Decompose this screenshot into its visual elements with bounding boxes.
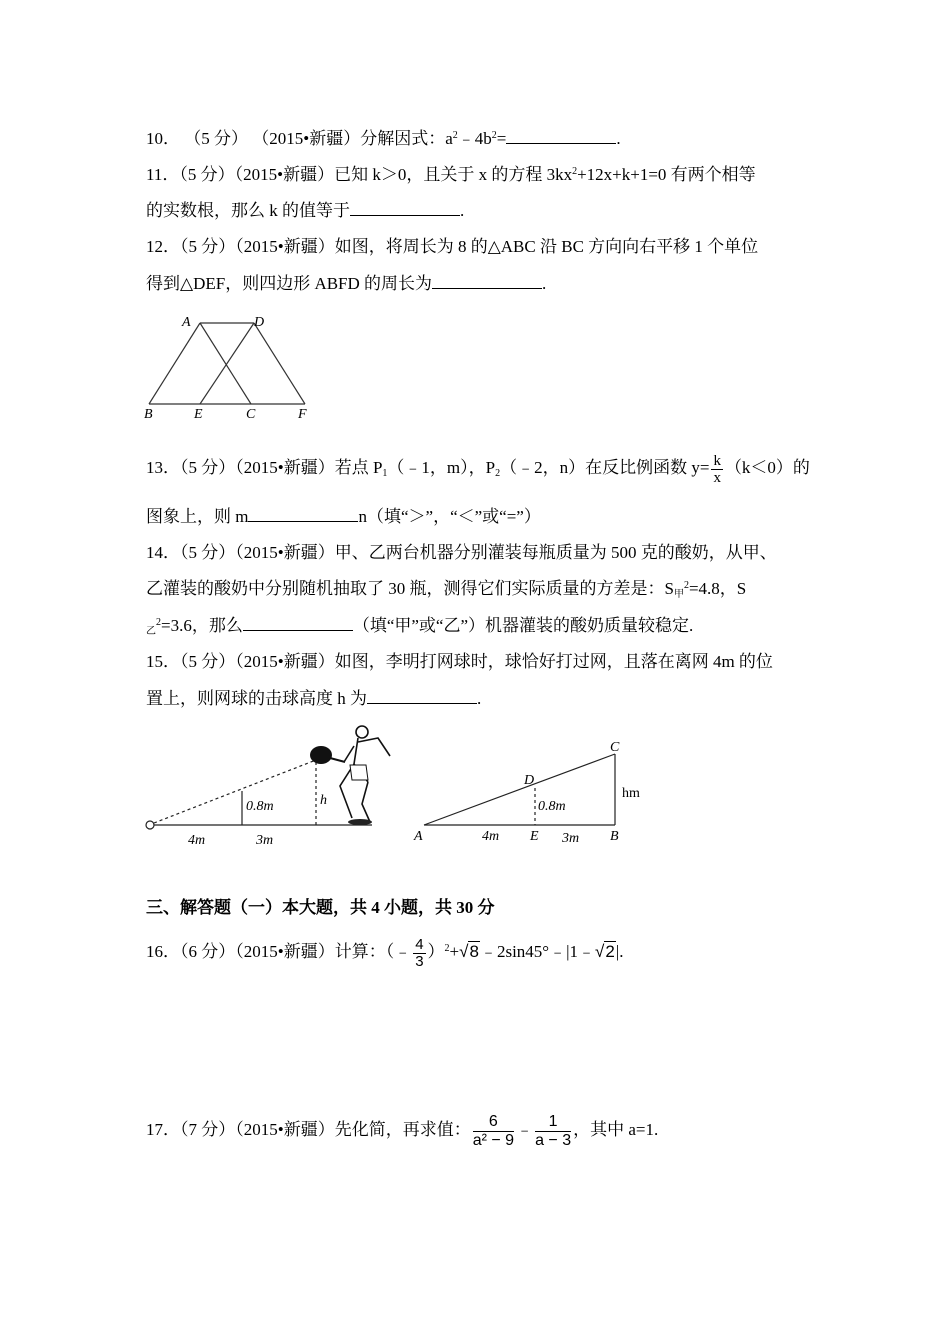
fraction-4-over-3: $\frac{4}{3}$ [415, 935, 424, 970]
question-12-line-1: 12．（5 分）（2015•新疆）如图，将周长为 8 的△ABC 沿 BC 方向向右平移 1 个单位 [146, 237, 759, 256]
question-13-line-1: 13．（5 分）（2015•新疆）若点 $P_1(﹣1$，m），$P_2(﹣2$，n）在反比例函数 y= $\frac{k}{x}$ （k＜0）的 [146, 452, 810, 486]
label-E: E [530, 829, 539, 844]
label-C: C [246, 407, 256, 422]
question-15-line-1: 15．（5 分）（2015•新疆）如图，李明打网球时，球恰好打过网，且落在离网 4m 的位 [146, 652, 773, 671]
question-15-line-2: 置上，则网球的击球高度 h 为 . [146, 689, 482, 708]
label-B: B [144, 407, 153, 422]
net-height-label: 0.8m [246, 799, 274, 814]
answer-blank[interactable] [243, 615, 353, 631]
label-A: A [182, 315, 191, 330]
question-14-line-1: 14．（5 分）（2015•新疆）甲、乙两台机器分别灌装每瓶质量为 500 克的酸奶，从甲、 [146, 543, 777, 562]
label-D: D [524, 773, 535, 788]
question-17: 17．（7 分）（2015•新疆）先化简，再求值： $\frac{6}{\text{a² − 9}}$ ﹣ $\frac{1}{a - 3}$ ，其中 a=1. [146, 1112, 659, 1149]
question-11-line-2: 的实数根，那么 k 的值等于 . [146, 201, 465, 220]
fraction-k-over-x: $\frac{k}{x}$ [713, 452, 721, 486]
triangle-figure [410, 732, 660, 852]
h-label: h [320, 793, 327, 808]
question-16: 16．（6 分）（2015•新疆）计算：（﹣ $\frac{4}{3}$ ）$^2$+√8﹣2sin45°﹣|1﹣√2|. [146, 932, 623, 972]
question-12-line-2: 得到△DEF，则四边形 ABFD 的周长为 . [146, 274, 547, 293]
answer-blank[interactable] [506, 128, 616, 144]
net-height-label: 0.8m [538, 799, 566, 814]
answer-blank[interactable] [367, 688, 477, 704]
label-E: E [194, 407, 203, 422]
question-14-line-2: 乙灌装的酸奶中分别随机抽取了 30 瓶，测得它们实际质量的方差是：$S_甲^2=4.8$，S [146, 579, 747, 600]
label-F: F [298, 407, 307, 422]
translation-figure [140, 310, 340, 425]
hm-label: hm [622, 786, 640, 801]
answer-blank[interactable] [350, 200, 460, 216]
fraction-1-over-a-3: $\frac{1}{a - 3}$ [535, 1112, 572, 1149]
racket-icon [310, 746, 332, 764]
label-C: C [610, 740, 620, 755]
tennis-scene-figure [140, 718, 420, 853]
distance-4m-label: 4m [188, 833, 206, 848]
label-B: B [610, 829, 619, 844]
question-11-line-1: 11．（5 分）（2015•新疆）已知 k＞0，且关于 x 的方程 $3kx^2+12x+k+1=0$ 有两个相等 [146, 165, 756, 184]
distance-3m-label: 3m [256, 833, 274, 848]
answer-blank[interactable] [248, 506, 358, 522]
distance-3m-label: 3m [562, 831, 580, 846]
fraction-6-over-a2-9: $\frac{6}{\text{a² − 9}}$ [472, 1112, 515, 1149]
question-14-line-3: $_乙^2$=3.6，那么 （填“甲”或“乙”）机器灌装的酸奶质量较稳定. [146, 616, 694, 637]
distance-4m-label: 4m [482, 829, 500, 844]
section-3-heading: 三、解答题（一）本大题，共 4 小题，共 30 分 [146, 898, 495, 917]
answer-blank[interactable] [432, 273, 542, 289]
label-A: A [414, 829, 423, 844]
sqrt-2: √2 [595, 942, 615, 961]
question-10: 10． （5 分） （2015•新疆）分解因式：$a^2﹣4b^2=$ . [146, 129, 621, 148]
sqrt-8: √8 [459, 942, 479, 961]
question-13-line-2: 图象上，则 m n（填“＞”，“＜”或“=”） [146, 507, 541, 526]
label-D: D [254, 315, 265, 330]
